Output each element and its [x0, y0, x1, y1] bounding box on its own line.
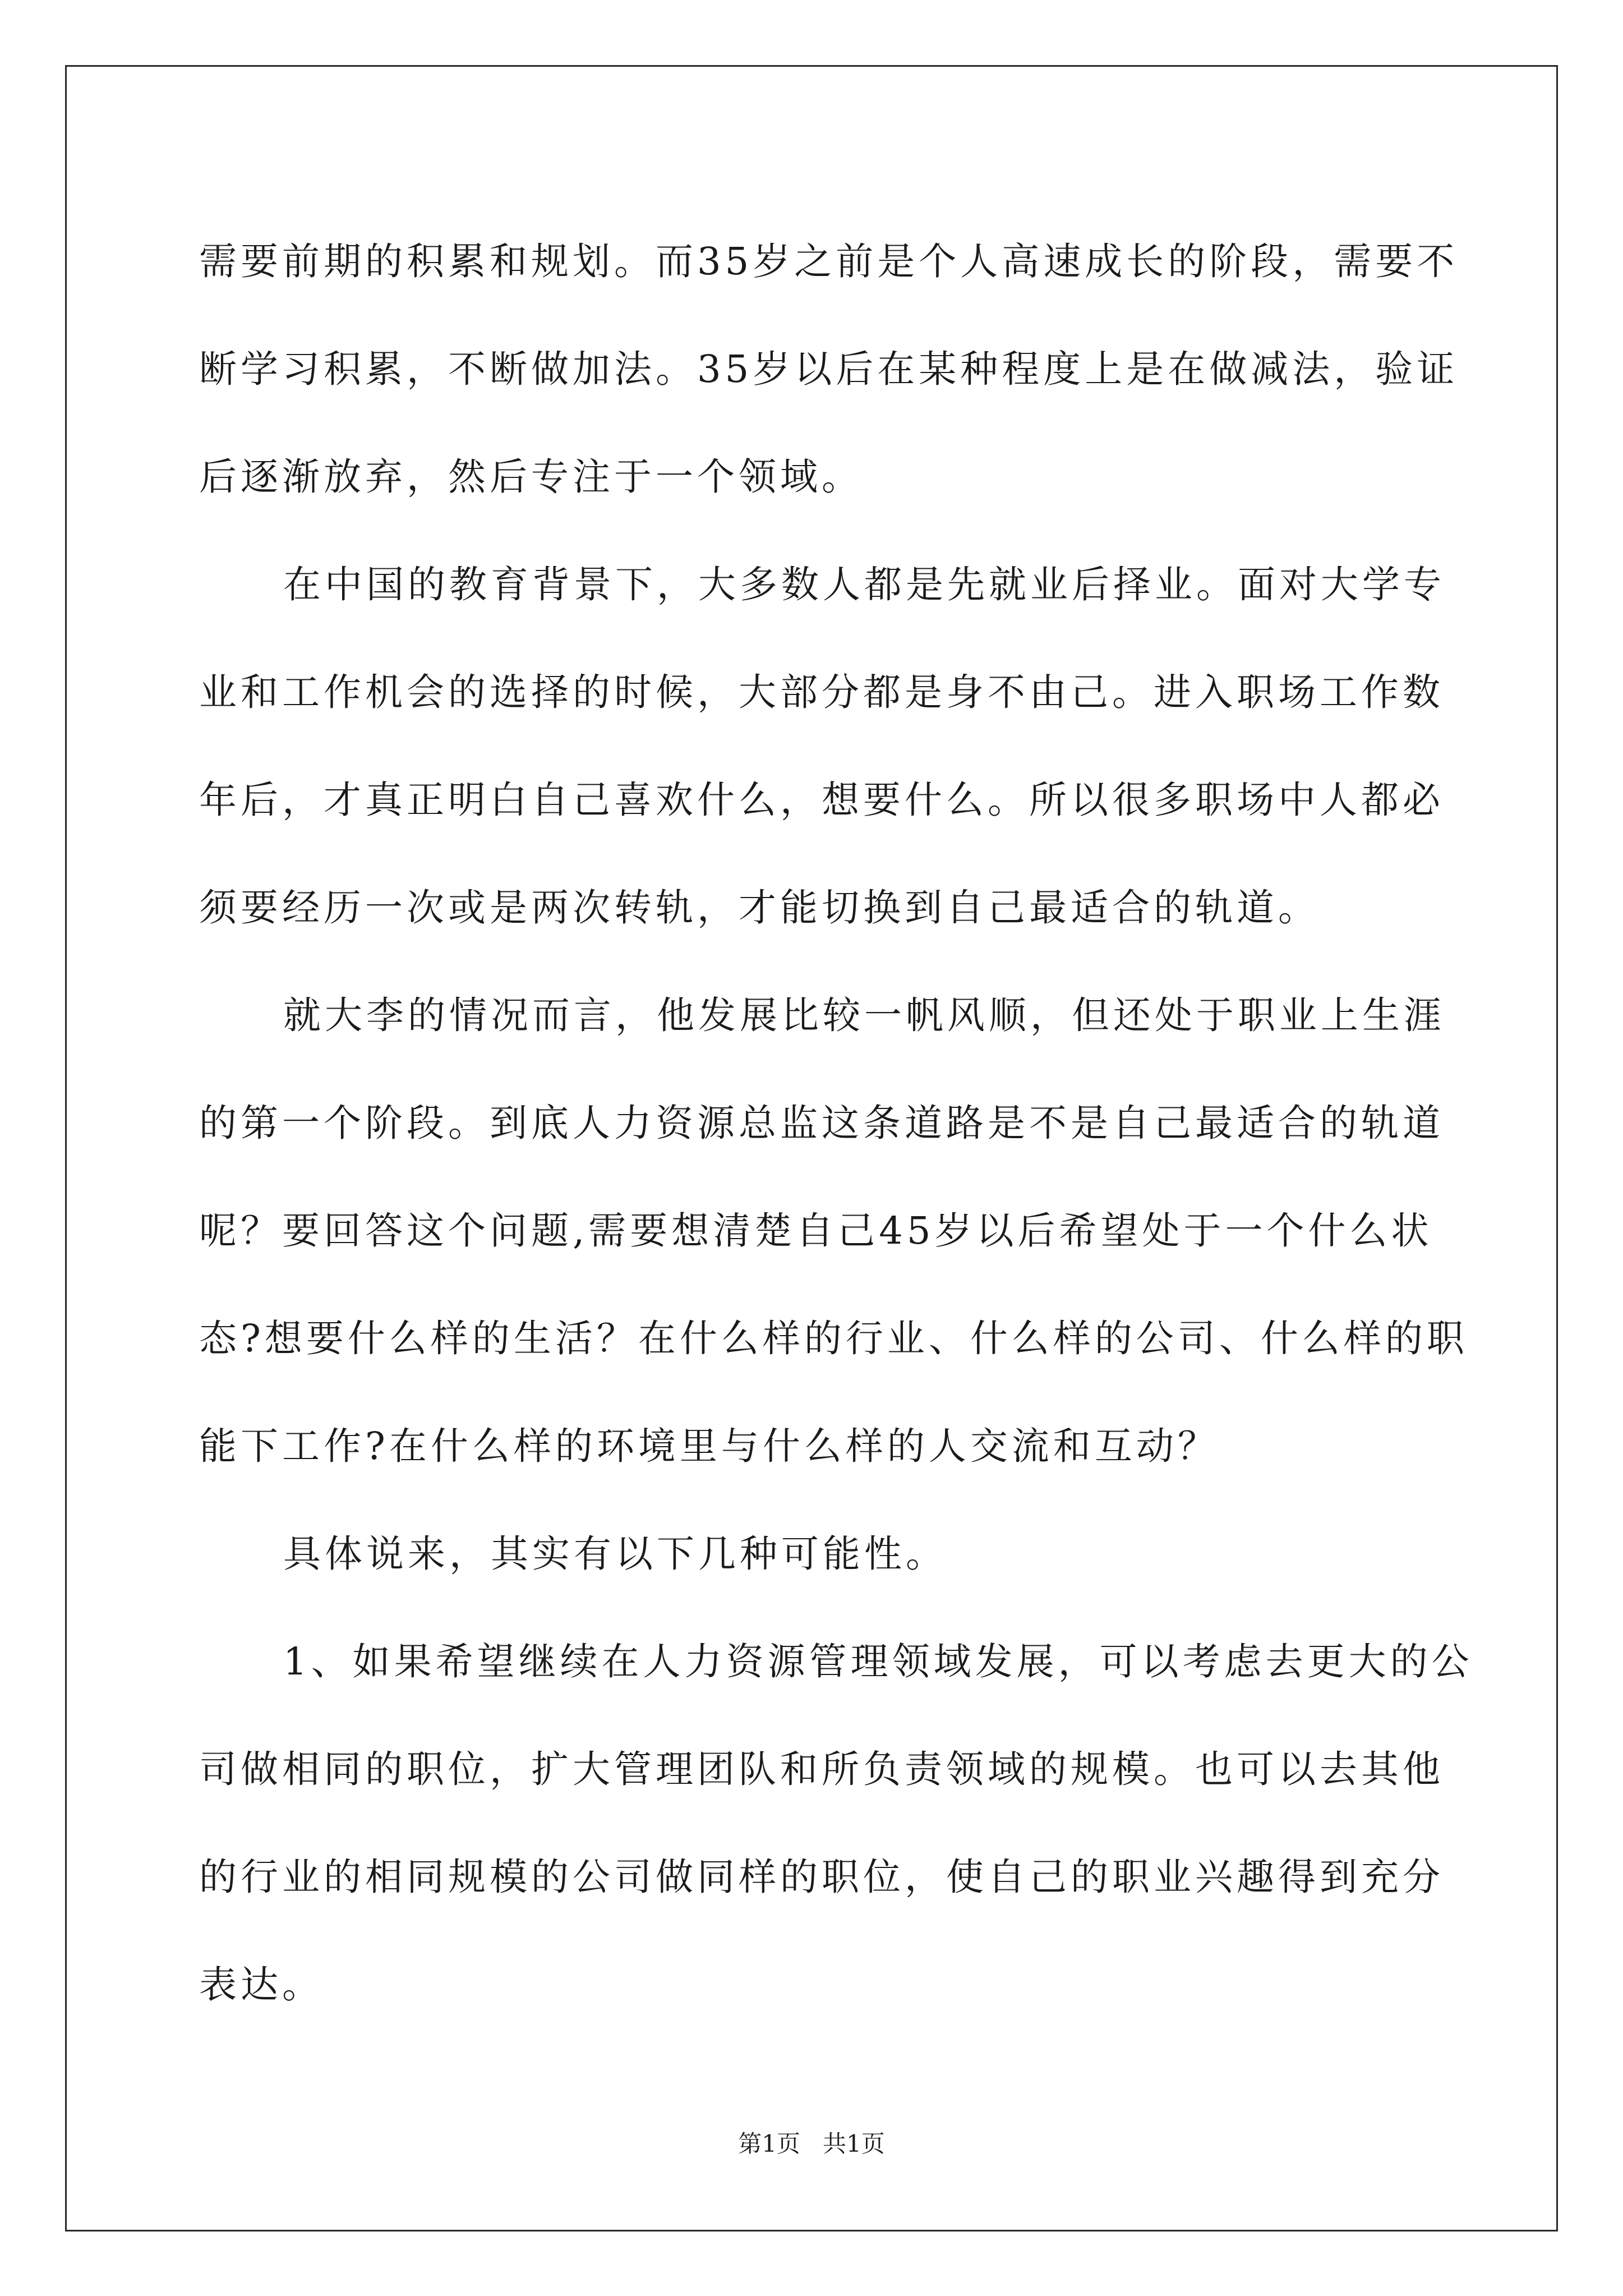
text-line: 具体说来，其实有以下几种可能性。 [283, 1532, 947, 1576]
text-line: 需要前期的积累和规划。而35岁之前是个人高速成长的阶段，需要不 [199, 240, 1459, 283]
text-line: 呢？要回答这个问题,需要想清楚自己45岁以后希望处于一个什么状 [199, 1209, 1433, 1253]
page-number-footer: 第1页 共1页 [738, 2130, 885, 2157]
text-line: 后逐渐放弃，然后专注于一个领域。 [199, 455, 863, 499]
text-line: 的第一个阶段。到底人力资源总监这条道路是不是自己最适合的轨道 [199, 1101, 1444, 1145]
text-line: 断学习积累，不断做加法。35岁以后在某种程度上是在做减法，验证 [199, 347, 1459, 391]
text-line: 的行业的相同规模的公司做同样的职位，使自己的职业兴趣得到充分 [199, 1855, 1444, 1899]
text-line: 表达。 [199, 1963, 324, 2007]
text-line: 司做相同的职位，扩大管理团队和所负责领域的规模。也可以去其他 [199, 1747, 1444, 1791]
text-line: 1、如果希望继续在人力资源管理领域发展，可以考虑去更大的公 [283, 1640, 1473, 1683]
text-line: 业和工作机会的选择的时候，大部分都是身不由己。进入职场工作数 [199, 670, 1444, 714]
text-line: 年后，才真正明白自己喜欢什么，想要什么。所以很多职场中人都必 [199, 778, 1444, 822]
text-line: 态?想要什么样的生活？在什么样的行业、什么样的公司、什么样的职 [199, 1317, 1468, 1360]
text-line: 能下工作?在什么样的环境里与什么样的人交流和互动？ [199, 1424, 1219, 1468]
text-line: 就大李的情况而言，他发展比较一帆风顺，但还处于职业上生涯 [283, 993, 1445, 1037]
text-line: 在中国的教育背景下，大多数人都是先就业后择业。面对大学专 [283, 563, 1445, 606]
text-line: 须要经历一次或是两次转轨，才能切换到自己最适合的轨道。 [199, 886, 1320, 930]
document-body [199, 208, 1473, 2039]
